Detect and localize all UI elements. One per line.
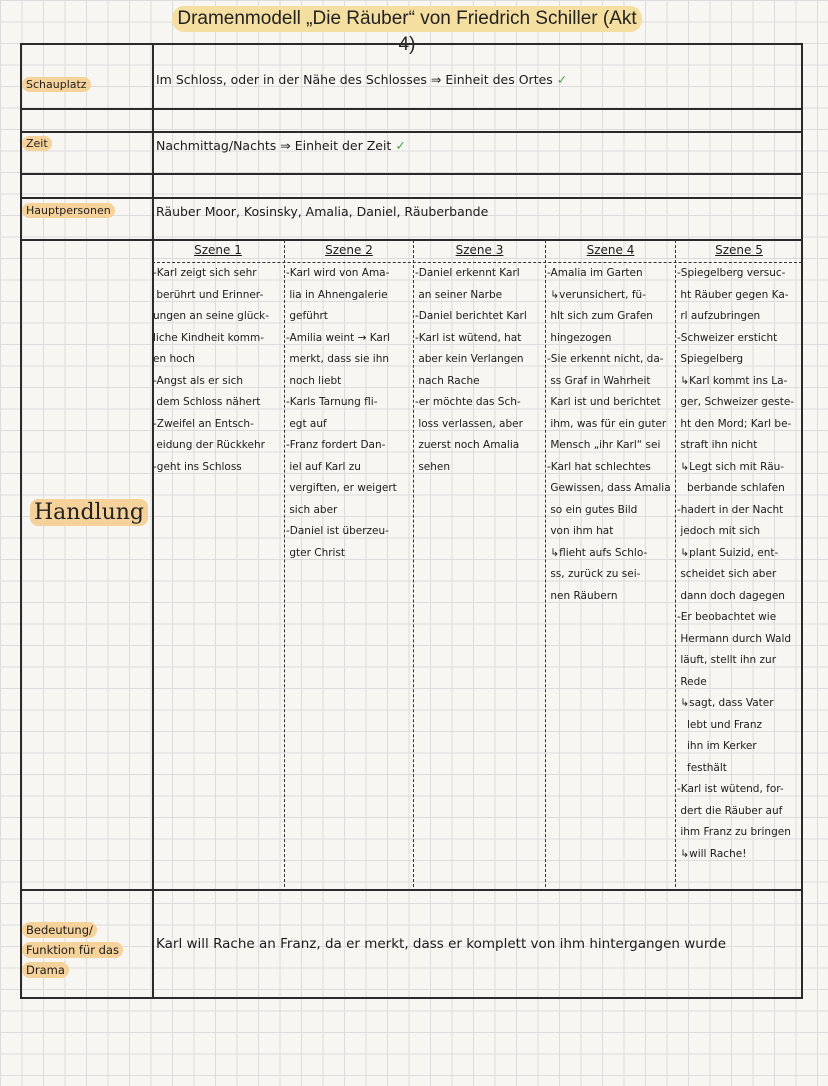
row-divider xyxy=(22,173,801,175)
zeit-text: Nachmittag/Nachts ⇒ Einheit der Zeit xyxy=(156,138,392,153)
row-divider xyxy=(22,108,801,110)
scene-3-text: -Daniel erkennt Karl an seiner Narbe -Daniel berichtet Karl -Karl ist wütend, hat aber kein Verlangen nach Rache -er möchte das Sch- loss verlassen, aber zuerst noch Amalia sehen xyxy=(415,267,527,473)
label-column-divider xyxy=(152,45,154,997)
scene-4-text: -Amalia im Garten ↳verunsichert, fü- hlt sich zum Grafen hingezogen -Sie erkennt nicht, da- ss Graf in Wahrheit Karl ist und berichtet ihm, was für ein guter Mensch „ihr Karl“ sei -Karl hat schlechtes Gewissen, dass Amalia so ein gutes Bild von ihm hat ↳flieht aufs Schlo- ss, zurück zu sei- nen Räubern xyxy=(547,267,671,602)
scene-5-heading: Szene 5 xyxy=(715,243,763,257)
scene-divider xyxy=(545,240,546,887)
scene-2-text: -Karl wird von Ama- lia in Ahnengalerie geführt -Amilia weint → Karl merkt, dass sie ihn noch liebt -Karls Tarnung fli- egt auf -Franz fordert Dan- iel auf Karl zu vergiften, er weigert sich aber -Daniel ist überzeu- gter Christ xyxy=(286,267,397,559)
zeit-label: Zeit xyxy=(22,137,52,150)
page-title: Dramenmodell „Die Räuber“ von Friedrich Schiller (Akt 4) xyxy=(172,6,642,32)
checkmark-icon: ✓ xyxy=(395,138,406,153)
scene-divider xyxy=(675,240,676,887)
row-divider xyxy=(22,889,801,891)
schauplatz-value xyxy=(156,72,567,87)
scene-divider xyxy=(413,240,414,887)
zeit-value xyxy=(156,138,406,153)
scene-5-text: -Spiegelberg versuc- ht Räuber gegen Ka- rl aufzubringen -Schweizer ersticht Spiegelberg ↳Karl kommt ins La- ger, Schweizer geste- ht den Mord; Karl be- straft ihn nicht ↳Legt sich mit Räu- berbande schlafen -hadert in der Nacht jedoch mit sich ↳plant Suizid, ent- scheidet sich aber dann doch dagegen -Er beobachtet wie Hermann durch Wald läuft, stellt ihn zur Rede ↳sagt, dass Vater lebt und Franz ihn im Kerker festhält -Karl ist wütend, for- dert die Räuber auf ihm Franz zu bringen ↳will Rache! xyxy=(677,267,795,860)
checkmark-icon: ✓ xyxy=(556,72,568,87)
scene-1-heading: Szene 1 xyxy=(194,243,242,257)
hauptpersonen-label: Hauptpersonen xyxy=(22,204,115,217)
handlung-label: Handlung xyxy=(30,500,148,525)
row-divider xyxy=(22,197,801,199)
scene-3-heading: Szene 3 xyxy=(455,243,504,257)
row-divider xyxy=(22,239,801,241)
bedeutung-label: Bedeutung/ Funktion für das Drama xyxy=(22,920,123,980)
scene-2-heading: Szene 2 xyxy=(325,243,373,257)
scene-4-heading: Szene 4 xyxy=(586,243,635,257)
hauptpersonen-value: Räuber Moor, Kosinsky, Amalia, Daniel, Räuberbande xyxy=(156,204,489,219)
bedeutung-value: Karl will Rache an Franz, da er merkt, dass er komplett von ihm hintergangen wurde xyxy=(156,936,727,952)
schauplatz-text: Im Schloss, oder in der Nähe des Schlosses ⇒ Einheit des Ortes xyxy=(156,72,553,87)
schauplatz-label: Schauplatz xyxy=(22,78,91,91)
scene-divider xyxy=(284,240,285,887)
scene-1-text: -Karl zeigt sich sehr berührt und Erinner- ungen an seine glück- liche Kindheit komm- en hoch -Angst als er sich dem Schloss nähert -Zweifel an Entsch- eidung der Rückkehr -geht ins Schloss xyxy=(153,267,270,473)
row-divider xyxy=(22,131,801,133)
